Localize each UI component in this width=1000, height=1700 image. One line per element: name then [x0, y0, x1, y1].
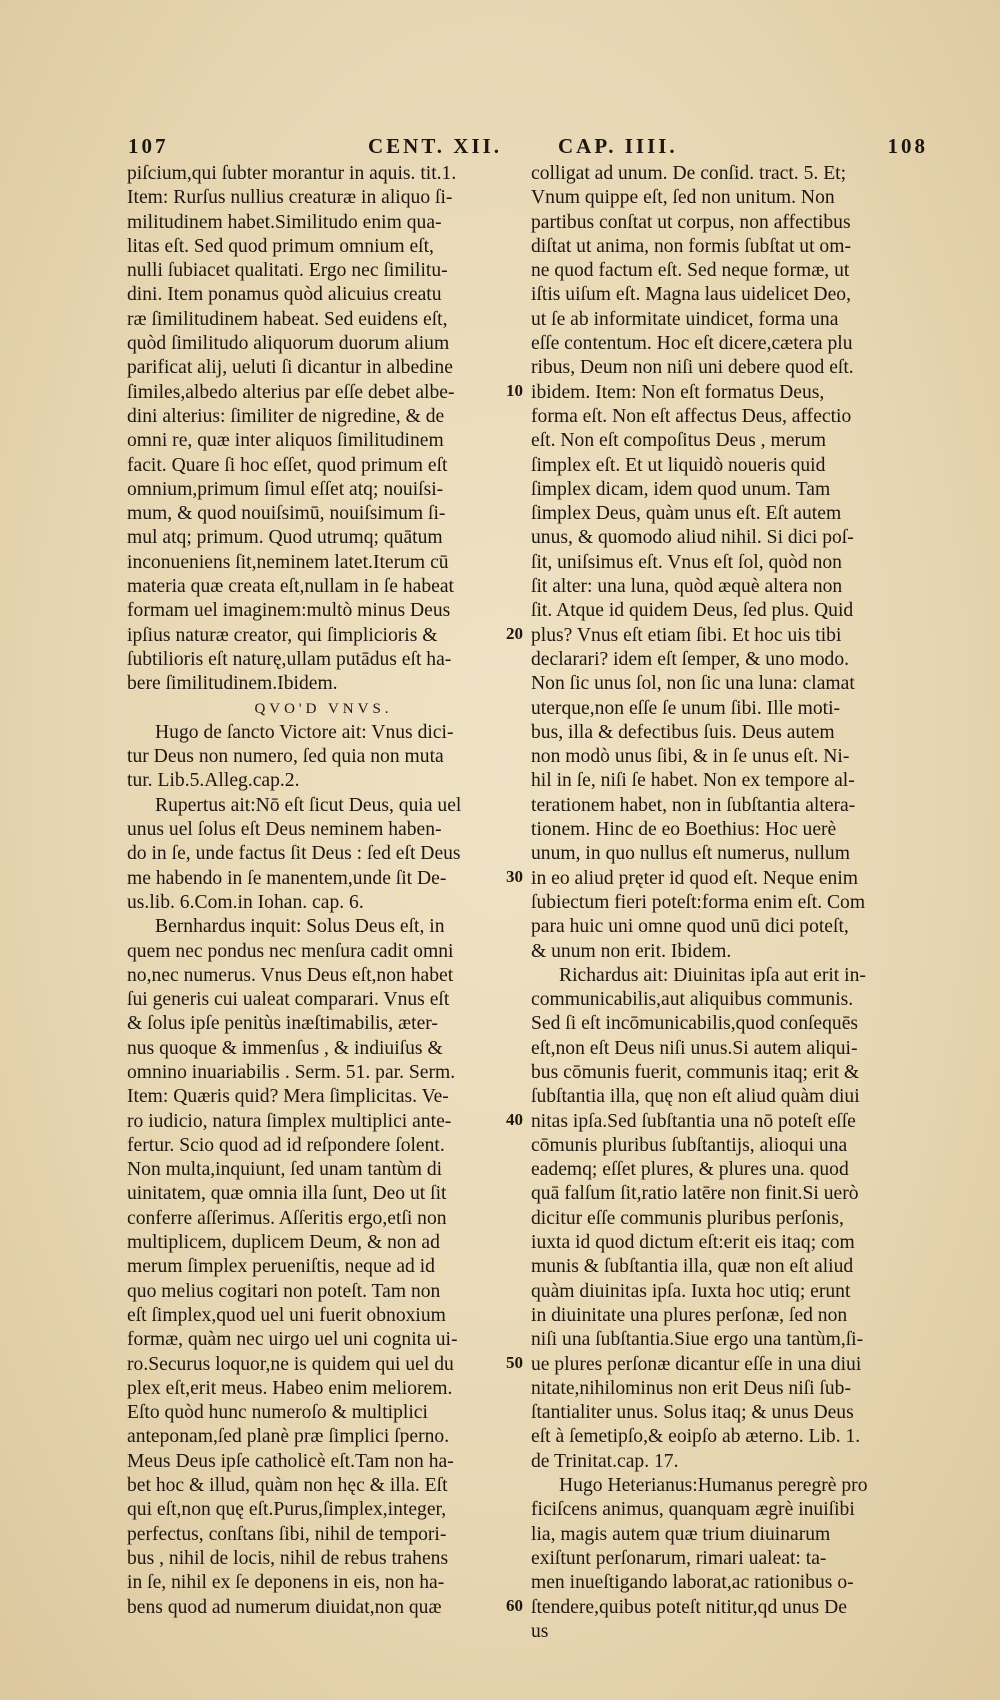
- text-line: cōmunis pluribus ſubſtantijs, alioqui una: [531, 1134, 848, 1156]
- text-line: Meus Deus ipſe catholicè eſt.Tam non ha-: [127, 1450, 454, 1472]
- text-line: munis & ſubſtantia illa, quæ non eſt aliud: [531, 1256, 854, 1278]
- text-line: eademq; eſſet plures, & plures una. quod: [531, 1159, 849, 1181]
- line-number: 50: [506, 1352, 523, 1372]
- text-line: ne quod factum eſt. Sed neque formæ, ut: [531, 260, 850, 282]
- text-line: quòd ſimilitudo aliquorum duorum alium: [127, 333, 450, 355]
- text-line: unum, in quo nullus eſt numerus, nullum: [531, 843, 850, 865]
- line-number: 20: [506, 623, 523, 643]
- text-line: dini. Item ponamus quòd alicuius creatu: [127, 284, 442, 306]
- text-line: hil in ſe, niſi ſe habet. Non ex tempore al-: [531, 770, 855, 792]
- text-line: dicitur eſſe communis pluribus perſonis,: [531, 1207, 844, 1229]
- text-line: nitas ipſa.Sed ſubſtantia una nō poteſt eſſe: [531, 1110, 856, 1132]
- text-line: colligat ad unum. De conſid. tract. 5. Et;: [531, 163, 847, 184]
- text-line: communicabilis,aut aliquibus communis.: [531, 989, 854, 1011]
- text-line: eſt. Non eſt compoſitus Deus , merum: [531, 430, 826, 452]
- text-line: tur. Lib.5.Alleg.cap.2.: [127, 770, 300, 792]
- text-line: mum, & quod nouiſsimū, nouiſsimum ſi-: [127, 503, 446, 525]
- running-title-left: CENT. XII.: [368, 134, 503, 158]
- text-line: ſtantialiter unus. Solus itaq; & unus Deus: [531, 1402, 854, 1424]
- text-line: plus? Vnus eſt etiam ſibi. Et hoc uis tibi: [531, 624, 842, 646]
- left-text-column: [127, 162, 520, 1620]
- text-line: lia, magis autem quæ trium diuinarum: [531, 1523, 831, 1545]
- text-line: militudinem habet.Similitudo enim qua-: [127, 211, 442, 233]
- running-header: [128, 134, 928, 164]
- text-line: quā falſum ſit,ratio latēre non finit.Si uerò: [531, 1183, 859, 1205]
- text-line: in diuinitate una plures perſonæ, ſed non: [531, 1304, 848, 1326]
- text-line: eſſe contentum. Hoc eſt dicere,cætera plu: [531, 333, 853, 355]
- text-line: in ſe, nihil ex ſe deponens in eis, non ha-: [127, 1572, 445, 1594]
- text-line: eſt ſimplex,quod uel uni fuerit obnoxium: [127, 1304, 446, 1326]
- text-line: unus, & quomodo aliud nihil. Si dici poſ-: [531, 527, 854, 549]
- line-number: 30: [506, 866, 523, 886]
- running-title-right: CAP. IIII.: [558, 134, 678, 158]
- text-line: ſubſtantia illa, quę non eſt aliud quàm diui: [531, 1086, 860, 1108]
- text-line: de Trinitat.cap. 17.: [531, 1450, 679, 1472]
- text-line: ſit, uniſsimus eſt. Vnus eſt ſol, quòd non: [531, 551, 842, 573]
- text-line: ſimiles,albedo alterius par eſſe debet albe-: [127, 381, 455, 403]
- text-line: non modò unus ſibi, & in ſe unus eſt. Ni-: [531, 746, 850, 768]
- text-line: materia quæ creata eſt,nullam in ſe habeat: [127, 576, 454, 598]
- text-line: ſui generis cui ualeat comparari. Vnus eſt: [127, 989, 450, 1011]
- text-line: unus uel ſolus eſt Deus neminem haben-: [127, 819, 442, 841]
- text-line: uterque,non eſſe ſe unum ſibi. Ille moti-: [531, 697, 841, 719]
- text-line: bere ſimilitudinem.Ibidem.: [127, 673, 338, 695]
- section-heading: QVO'D VNVS.: [254, 700, 393, 717]
- text-line: fertur. Scio quod ad id reſpondere ſolent.: [127, 1134, 445, 1156]
- text-line: ſubtilioris eſt naturę,ullam putādus eſt ha-: [127, 648, 452, 670]
- text-line: iuxta id quod dictum eſt:erit eis itaq; com: [531, 1232, 855, 1254]
- text-line: anteponam,ſed planè præ ſimplici ſperno.: [127, 1426, 450, 1448]
- text-line: Richardus ait: Diuinitas ipſa aut erit in-: [559, 964, 866, 986]
- text-line: merum ſimplex perueniſtis, neque ad id: [127, 1256, 435, 1278]
- text-line: ipſius naturæ creator, qui ſimplicioris &: [127, 624, 438, 646]
- text-line: eſt à ſemetipſo,& eoipſo ab æterno. Lib. 1.: [531, 1426, 861, 1448]
- right-text-column: [531, 162, 929, 1644]
- text-line: ſtendere,quibus poteſt nititur,qd unus De: [531, 1596, 847, 1618]
- text-line: niſi una ſubſtantia.Siue ergo una tantùm,ſi-: [531, 1329, 864, 1351]
- text-line: omnino inuariabilis . Serm. 51. par. Serm.: [127, 1061, 456, 1083]
- text-line: ſubiectum fieri poteſt:forma enim eſt. Com: [531, 891, 866, 913]
- text-line: ibidem. Item: Non eſt formatus Deus,: [531, 381, 825, 403]
- text-line: in eo aliud pręter id quod eſt. Neque enim: [531, 867, 859, 889]
- text-line: iſtis uiſum eſt. Magna laus uidelicet Deo,: [531, 284, 851, 306]
- text-line: Non ſic unus ſol, non ſic una luna: clamat: [531, 673, 855, 695]
- text-line: ſimplex dicam, idem quod unum. Tam: [531, 478, 831, 500]
- text-line: uinitatem, quæ omnia illa ſunt, Deo ut ſit: [127, 1183, 447, 1205]
- text-line: Item: Quæris quid? Mera ſimplicitas. Ve-: [127, 1086, 449, 1108]
- text-line: exiſtunt perſonarum, rimari ualeat: ta-: [531, 1547, 827, 1569]
- text-line: perfectus, conſtans ſibi, nihil de tempori-: [127, 1523, 447, 1545]
- text-line: Bernhardus inquit: Solus Deus eſt, in: [155, 916, 445, 938]
- text-line: Non multa,inquiunt, ſed unam tantùm di: [127, 1159, 443, 1181]
- line-number: 60: [506, 1595, 523, 1615]
- text-line: multiplicem, duplicem Deum, & non ad: [127, 1232, 440, 1254]
- text-line: us: [531, 1620, 549, 1642]
- text-line: me habendo in ſe manentem,unde ſit De-: [127, 867, 447, 889]
- text-line: quo melius cogitari non poteſt. Tam non: [127, 1280, 441, 1302]
- text-line: ræ ſimilitudinem habeat. Sed euidens eſt,: [127, 308, 448, 330]
- text-line: bens quod ad numerum diuidat,non quæ: [127, 1596, 442, 1618]
- text-line: ue plures perſonæ dicantur eſſe in una diui: [531, 1353, 862, 1375]
- text-line: ſimplex Deus, quàm unus eſt. Eſt autem: [531, 503, 842, 525]
- line-number: 40: [506, 1109, 523, 1129]
- text-line: formæ, quàm nec uirgo uel uni cognita ui-: [127, 1329, 458, 1351]
- text-line: litas eſt. Sed quod primum omnium eſt,: [127, 235, 434, 257]
- text-line: partibus conſtat ut corpus, non affectibus: [531, 211, 851, 233]
- text-line: plex eſt,erit meus. Habeo enim meliorem.: [127, 1377, 453, 1399]
- text-line: ro iudicio, natura ſimplex multiplici ante-: [127, 1110, 452, 1132]
- text-line: Sed ſi eſt incōmunicabilis,quod conſequēs: [531, 1013, 859, 1035]
- text-line: Hugo de ſancto Victore ait: Vnus dici-: [155, 721, 454, 743]
- text-line: para huic uni omne quod unū dici poteſt,: [531, 916, 849, 938]
- page-number-left: 107: [128, 134, 169, 158]
- text-line: bus, illa & defectibus ſuis. Deus autem: [531, 721, 835, 743]
- text-line: bus cōmunis fuerit, communis itaq; erit &: [531, 1061, 860, 1083]
- text-line: us.lib. 6.Com.in Iohan. cap. 6.: [127, 891, 364, 913]
- text-line: piſcium,qui ſubter morantur in aquis. tit.1.: [127, 163, 457, 184]
- text-line: Eſto quòd hunc numeroſo & multiplici: [127, 1402, 428, 1424]
- text-line: Item: Rurſus nullius creaturæ in aliquo ſi-: [127, 187, 453, 209]
- text-line: nitate,nihilominus non erit Deus niſi ſub-: [531, 1377, 851, 1399]
- text-line: & ſolus ipſe penitùs inæſtimabilis, æter-: [127, 1013, 438, 1035]
- text-line: Vnum quippe eſt, ſed non unitum. Non: [531, 187, 835, 209]
- text-line: Hugo Heterianus:Humanus peregrè pro: [559, 1475, 868, 1497]
- text-line: quàm diuinitas ipſa. Iuxta hoc utiq; erunt: [531, 1280, 851, 1302]
- text-line: men inueſtigando laborat,ac rationibus o-: [531, 1572, 854, 1594]
- text-line: no,nec numerus. Vnus Deus eſt,non habet: [127, 964, 454, 986]
- text-line: nus quoque & immenſus , & indiuiſus &: [127, 1037, 443, 1059]
- text-line: ſimplex eſt. Et ut liquidò noueris quid: [531, 454, 826, 476]
- text-line: inconueniens ſit,neminem latet.Iterum cū: [127, 551, 449, 573]
- line-number: 10: [506, 380, 523, 400]
- text-line: ro.Securus loquor,ne is quidem qui uel du: [127, 1353, 454, 1375]
- text-line: ſit. Atque id quidem Deus, ſed plus. Quid: [531, 600, 854, 622]
- text-line: tionem. Hinc de eo Boethius: Hoc uerè: [531, 819, 837, 841]
- text-line: parificat alij, ueluti ſi dicantur in albedine: [127, 357, 453, 379]
- text-line: diſtat ut anima, non formis ſubſtat ut om-: [531, 235, 851, 257]
- page-number-right: 108: [887, 134, 928, 158]
- text-line: declarari? idem eſt ſemper, & uno modo.: [531, 648, 850, 670]
- text-line: qui eſt,non quę eſt.Purus,ſimplex,integer,: [127, 1499, 447, 1521]
- text-line: bet hoc & illud, quàm non hęc & illa. Eſt: [127, 1475, 448, 1497]
- text-line: ut ſe ab informitate uindicet, forma una: [531, 308, 839, 330]
- text-line: omnium,primum ſimul eſſet atq; nouiſsi-: [127, 478, 444, 500]
- text-line: eſt,non eſt Deus niſi unus.Si autem aliqui-: [531, 1037, 858, 1059]
- text-line: dini alterius: ſimiliter de nigredine, & de: [127, 405, 445, 427]
- text-line: bus , nihil de locis, nihil de rebus trahens: [127, 1547, 449, 1569]
- text-line: tur Deus non numero, ſed quia non muta: [127, 746, 444, 768]
- text-line: mul atq; primum. Quod utrumq; quātum: [127, 527, 443, 549]
- text-line: omni re, quæ inter aliquos ſimilitudinem: [127, 430, 444, 452]
- text-line: conferre aſſerimus. Aſſeritis ergo,etſi non: [127, 1207, 447, 1229]
- text-line: do in ſe, unde factus ſit Deus : ſed eſt Deus: [127, 843, 461, 865]
- text-line: ribus, Deum non niſi uni debere quod eſt.: [531, 357, 854, 379]
- text-line: Rupertus ait:Nō eſt ſicut Deus, quia uel: [155, 794, 462, 816]
- text-line: nulli ſubiacet qualitati. Ergo nec ſimilitu-: [127, 260, 448, 282]
- text-line: forma eſt. Non eſt affectus Deus, affectio: [531, 405, 852, 427]
- text-line: formam uel imaginem:multò minus Deus: [127, 600, 451, 622]
- text-line: terationem habet, non in ſubſtantia altera-: [531, 794, 856, 816]
- text-line: ficiſcens animus, quanquam ægrè inuiſibi: [531, 1499, 855, 1521]
- text-line: & unum non erit. Ibidem.: [531, 940, 732, 962]
- text-line: quem nec pondus nec menſura cadit omni: [127, 940, 454, 962]
- text-line: ſit alter: una luna, quòd æquè altera non: [531, 576, 843, 598]
- text-line: facit. Quare ſi hoc eſſet, quod primum eſt: [127, 454, 448, 476]
